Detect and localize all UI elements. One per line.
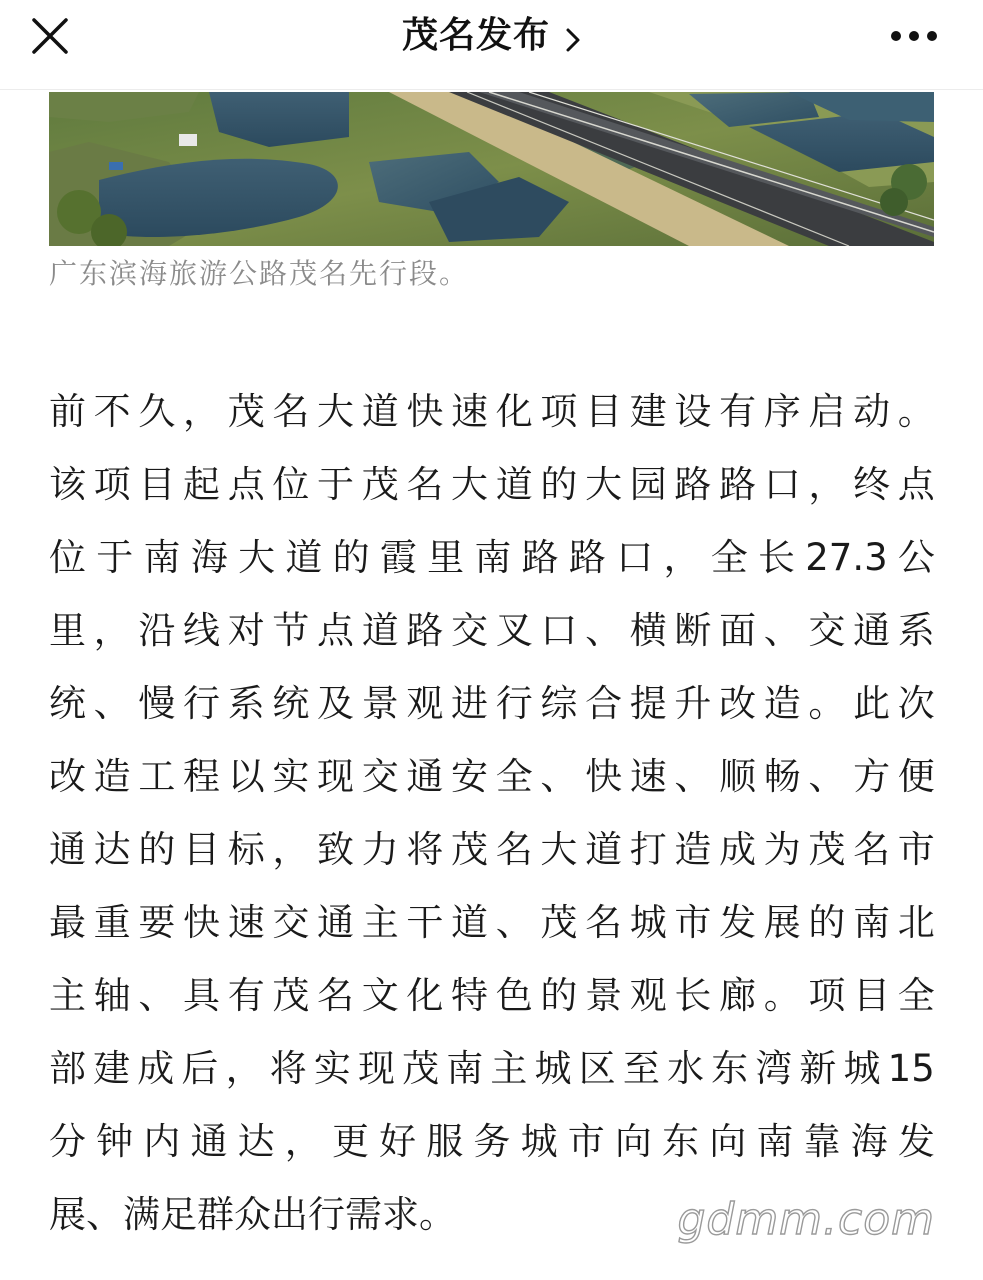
article-line: 最 重 要 快 速 交 通 主 干 道 、 茂 名 城 市 发 展 的 南 北 xyxy=(49,901,935,944)
article-line: 部 建 成 后 ， 将 实 现 茂 南 主 城 区 至 水 东 湾 新 城 15 xyxy=(49,1047,935,1090)
article-line: 位 于 南 海 大 道 的 霞 里 南 路 路 口 ， 全 长 27.3 公 xyxy=(49,536,935,579)
top-nav-bar xyxy=(0,0,983,90)
article-line: 前 不 久 ， 茂 名 大 道 快 速 化 项 目 建 设 有 序 启 动 。 xyxy=(49,390,935,433)
article-photo xyxy=(49,92,934,246)
more-options-button[interactable] xyxy=(889,24,939,48)
article-line: 展 、 满 足 群 众 出 行 需 求 。 xyxy=(49,1193,456,1236)
more-dots-icon xyxy=(889,24,939,48)
aerial-road-photo xyxy=(49,92,934,246)
photo-caption: 广东滨海旅游公路茂名先行段。 xyxy=(49,257,470,290)
article-line: 该 项 目 起 点 位 于 茂 名 大 道 的 大 园 路 路 口 ， 终 点 xyxy=(49,463,935,506)
article-line: 主 轴 、 具 有 茂 名 文 化 特 色 的 景 观 长 廊 。 项 目 全 xyxy=(49,974,935,1017)
article-line: 分 钟 内 通 达 ， 更 好 服 务 城 市 向 东 向 南 靠 海 发 xyxy=(49,1120,935,1163)
article-line: 里 ， 沿 线 对 节 点 道 路 交 叉 口 、 横 断 面 、 交 通 系 xyxy=(49,609,935,652)
article-line: 通 达 的 目 标 ， 致 力 将 茂 名 大 道 打 造 成 为 茂 名 市 xyxy=(49,828,935,871)
article-line: 统 、 慢 行 系 统 及 景 观 进 行 综 合 提 升 改 造 。 此 次 xyxy=(49,682,935,725)
chevron-right-icon xyxy=(565,26,581,54)
article-body xyxy=(49,375,935,1251)
account-title-link[interactable] xyxy=(0,12,983,60)
page-title: 茂名发布 xyxy=(401,15,550,56)
watermark: gdmm.com xyxy=(677,1194,935,1245)
article-line: 改 造 工 程 以 实 现 交 通 安 全 、 快 速 、 顺 畅 、 方 便 xyxy=(49,755,935,798)
